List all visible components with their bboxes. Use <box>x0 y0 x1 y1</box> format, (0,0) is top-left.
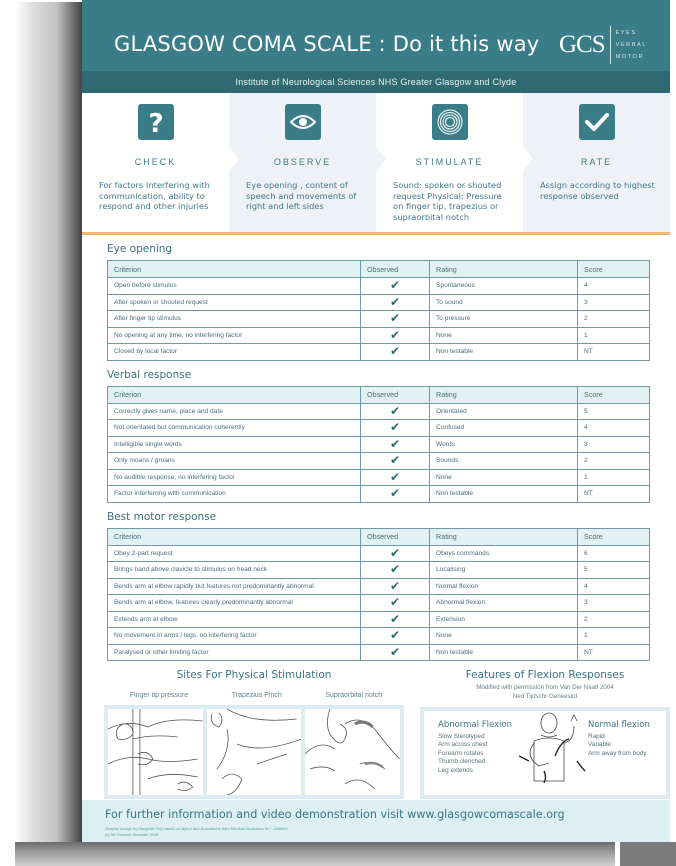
score-cell: NT <box>578 344 650 361</box>
normal-item: Arm away from body <box>588 749 647 757</box>
table-row <box>108 436 650 453</box>
eye-icon <box>285 104 321 140</box>
table-row <box>108 562 650 579</box>
score-cell: NT <box>578 644 650 661</box>
score-cell: 4 <box>578 578 650 595</box>
score-cell: 3 <box>578 595 650 612</box>
table-row <box>108 294 650 311</box>
logo-divider <box>610 26 611 64</box>
table-row <box>108 545 650 562</box>
criterion-cell: Bends arm at elbow, features clearly predominantly abnormal <box>108 595 361 612</box>
criterion-cell: Intelligible single words <box>108 436 361 453</box>
institute-banner: Institute of Neurological Sciences NHS Greater Glasgow and Clyde <box>82 71 670 93</box>
table-row <box>108 453 650 470</box>
chevron-arrow <box>376 147 386 171</box>
stimulation-title: Sites For Physical Stimulation <box>176 669 332 681</box>
column-header-rating: Rating <box>430 386 578 403</box>
criterion-cell: Obey 2-part request <box>108 545 361 562</box>
column-header-criterion: Criterion <box>108 386 361 403</box>
step-title: CHECK <box>134 157 177 167</box>
chevron-arrow <box>229 147 239 171</box>
motor-response-table <box>107 528 650 662</box>
rating-cell: None <box>430 327 578 344</box>
section-best-motor-response <box>107 511 650 662</box>
check-icon: ✔ <box>389 628 401 643</box>
flexion-title: Features of Flexion Responses <box>465 669 625 681</box>
rating-cell: Spontaneous <box>430 278 578 295</box>
section-title: Eye opening <box>107 243 173 255</box>
check-icon: ✔ <box>389 469 401 484</box>
poster-footer <box>82 800 670 842</box>
stimulation-illustrations <box>104 705 404 799</box>
footer-copyright: (c) Sir Graham Teasdale 2015 <box>105 832 159 837</box>
step-description: Sound: spoken or shouted request Physical: Pressure on finger tip, trapezius or supraorbital notch <box>393 180 502 222</box>
check-icon: ✔ <box>389 545 401 560</box>
step-rate <box>523 93 670 232</box>
gcs-logo <box>559 26 647 64</box>
criterion-cell: Open before stimulus <box>108 278 361 295</box>
body-figure-illustration <box>519 711 589 795</box>
column-header-observed: Observed <box>361 261 430 278</box>
stimulation-sites <box>104 669 404 799</box>
rating-cell: None <box>430 469 578 486</box>
footer-credit: Graphic design by Margaret Frej based on layout and illustrations from Medical Illustration M I - 268093 <box>105 826 288 831</box>
section-verbal-response <box>107 369 650 503</box>
normal-flexion-list <box>588 721 650 758</box>
check-icon: ✔ <box>389 644 401 659</box>
table-row <box>108 469 650 486</box>
score-cell: 1 <box>578 469 650 486</box>
permission-note <box>420 684 670 701</box>
table-row <box>108 578 650 595</box>
abnormal-item: Slow Sterotyped <box>438 732 485 740</box>
background-corner <box>620 842 676 866</box>
poster-header <box>82 0 670 71</box>
logo-word-motor: MOTOR <box>615 54 645 60</box>
criterion-cell: Correctly gives name, place and date <box>108 403 361 420</box>
criterion-cell: No opening at any time, no interfering factor <box>108 327 361 344</box>
table-row <box>108 644 650 661</box>
rating-cell: To pressure <box>430 311 578 328</box>
site-label-finger: Finger tip pressure <box>129 692 189 699</box>
column-header-score: Score <box>578 261 650 278</box>
score-cell: 1 <box>578 628 650 645</box>
page-shadow-bottom <box>15 842 615 866</box>
rating-cell: None <box>430 628 578 645</box>
table-row <box>108 311 650 328</box>
criterion-cell: After spoken or shouted request <box>108 294 361 311</box>
checkmark-icon <box>579 104 615 140</box>
step-observe <box>229 93 376 232</box>
table-header-row <box>108 386 650 403</box>
normal-item: Rapid <box>588 732 605 740</box>
check-icon: ✔ <box>389 562 401 577</box>
check-icon: ✔ <box>389 344 401 359</box>
step-title: RATE <box>580 157 613 167</box>
criterion-cell: Paralysed or other limiting factor <box>108 644 361 661</box>
table-row <box>108 327 650 344</box>
score-cell: 2 <box>578 453 650 470</box>
criterion-cell: Closed by local factor <box>108 344 361 361</box>
table-row <box>108 486 650 503</box>
section-title: Best motor response <box>107 510 217 523</box>
table-row <box>108 403 650 420</box>
criterion-cell: Brings hand above clavicle to stimulus on head neck <box>108 562 361 579</box>
logo-word-verbal: VERBAL <box>615 42 647 48</box>
abnormal-flexion-title: Abnormal Flexion <box>438 720 513 730</box>
criterion-cell: Extends arm at elbow <box>108 611 361 628</box>
check-icon: ✔ <box>389 486 401 501</box>
criterion-cell: No audible response, no interfering factor <box>108 469 361 486</box>
column-header-observed: Observed <box>361 528 430 545</box>
page-shadow-left <box>15 2 85 866</box>
check-icon: ✔ <box>389 278 401 293</box>
verbal-response-table <box>107 386 650 503</box>
score-cell: 2 <box>578 311 650 328</box>
column-header-score: Score <box>578 386 650 403</box>
trapezius-pinch-illustration <box>207 709 302 795</box>
check-icon: ✔ <box>389 611 401 626</box>
concentric-circles-icon <box>432 104 468 140</box>
step-title: OBSERVE <box>273 157 332 167</box>
step-stimulate <box>376 93 523 232</box>
step-description: Eye opening , content of speech and movements of right and left sides <box>246 180 357 211</box>
check-icon: ✔ <box>389 327 401 342</box>
criterion-cell: After finger tip stimulus <box>108 311 361 328</box>
column-header-rating: Rating <box>430 528 578 545</box>
rating-cell: Non testable <box>430 344 578 361</box>
rating-cell: Abnormal flexion <box>430 595 578 612</box>
abnormal-item: Forearm rotates <box>438 749 484 757</box>
step-title: STIMULATE <box>415 157 484 167</box>
poster-title: GLASGOW COMA SCALE : Do it this way <box>114 32 540 56</box>
permission-line-1: Modified with permission from Van Der Naalt 2004 <box>476 684 614 691</box>
rating-cell: Orientated <box>430 403 578 420</box>
rating-cell: Confused <box>430 420 578 437</box>
logo-word-eyes: EYES <box>615 30 637 36</box>
site-labels <box>104 692 404 699</box>
column-header-criterion: Criterion <box>108 261 361 278</box>
assessment-steps <box>82 93 670 232</box>
footer-info-link: For further information and video demonstration visit www.glasgowcomascale.org <box>105 808 565 821</box>
question-mark-icon <box>138 104 174 140</box>
logo-words <box>616 27 647 63</box>
score-cell: 4 <box>578 278 650 295</box>
section-divider <box>82 232 670 235</box>
gcs-poster <box>82 0 670 842</box>
site-label-supraorbital: Supraorbital notch <box>325 692 383 699</box>
abnormal-flexion-list <box>438 721 512 776</box>
score-cell: 4 <box>578 420 650 437</box>
score-cell: 3 <box>578 294 650 311</box>
normal-item: Variable <box>588 741 611 749</box>
step-check <box>82 93 229 232</box>
section-title: Verbal response <box>107 368 192 381</box>
table-row <box>108 420 650 437</box>
score-cell: 5 <box>578 403 650 420</box>
abnormal-item: Arm across chest <box>438 741 488 749</box>
rating-cell: Obeys commands <box>430 545 578 562</box>
site-label-trapezius: Trapezius Pinch <box>231 692 282 699</box>
table-header-row <box>108 528 650 545</box>
flexion-illustration-panel <box>420 707 670 799</box>
logo-abbr: GCS <box>559 31 605 58</box>
column-header-observed: Observed <box>361 386 430 403</box>
table-row <box>108 595 650 612</box>
column-header-criterion: Criterion <box>108 528 361 545</box>
step-description: For factors Interfering with communication, ability to respond and other injuries <box>99 180 210 211</box>
rating-cell: Words <box>430 436 578 453</box>
eye-opening-table <box>107 260 650 361</box>
criterion-cell: Bends arm at elbow rapidly but features not predominantly abnormal <box>108 578 361 595</box>
table-row <box>108 611 650 628</box>
section-eye-opening <box>107 243 650 361</box>
check-icon: ✔ <box>389 453 401 468</box>
score-cell: 3 <box>578 436 650 453</box>
criterion-cell: Factor interferring with communication <box>108 486 361 503</box>
check-icon: ✔ <box>389 294 401 309</box>
table-header-row <box>108 261 650 278</box>
rating-cell: Non testable <box>430 486 578 503</box>
table-row <box>108 344 650 361</box>
chevron-arrow <box>523 147 533 171</box>
check-icon: ✔ <box>389 578 401 593</box>
score-cell: 6 <box>578 545 650 562</box>
step-description: Assign according to highest response observed <box>540 180 655 201</box>
check-icon: ✔ <box>389 403 401 418</box>
finger-pressure-illustration <box>108 709 203 795</box>
score-cell: 2 <box>578 611 650 628</box>
rating-cell: To sound <box>430 294 578 311</box>
score-cell: 5 <box>578 562 650 579</box>
rating-cell: Normal flexion <box>430 578 578 595</box>
table-row <box>108 628 650 645</box>
column-header-rating: Rating <box>430 261 578 278</box>
flexion-responses <box>420 669 670 799</box>
criterion-cell: Not orientated but communication coherently <box>108 420 361 437</box>
criterion-cell: Only moans / groans <box>108 453 361 470</box>
normal-flexion-title: Normal flexion <box>588 720 650 730</box>
permission-line-2: Ned Tijdschr Geneeskd <box>512 692 578 700</box>
abnormal-item: Leg extends <box>438 766 473 774</box>
svg-text:?: ? <box>147 109 164 135</box>
abnormal-item: Thumb clenched <box>438 758 486 766</box>
score-cell: 1 <box>578 327 650 344</box>
criterion-cell: No movement in arms / legs, no interfering factor <box>108 628 361 645</box>
check-icon: ✔ <box>389 420 401 435</box>
rating-cell: Non testable <box>430 644 578 661</box>
check-icon: ✔ <box>389 595 401 610</box>
table-row <box>108 278 650 295</box>
rating-cell: Extension <box>430 611 578 628</box>
column-header-score: Score <box>578 528 650 545</box>
check-icon: ✔ <box>389 436 401 451</box>
rating-cell: Localising <box>430 562 578 579</box>
illustrations-area <box>82 669 670 799</box>
supraorbital-notch-illustration <box>305 709 400 795</box>
rating-cell: Sounds <box>430 453 578 470</box>
score-cell: NT <box>578 486 650 503</box>
check-icon: ✔ <box>389 311 401 326</box>
